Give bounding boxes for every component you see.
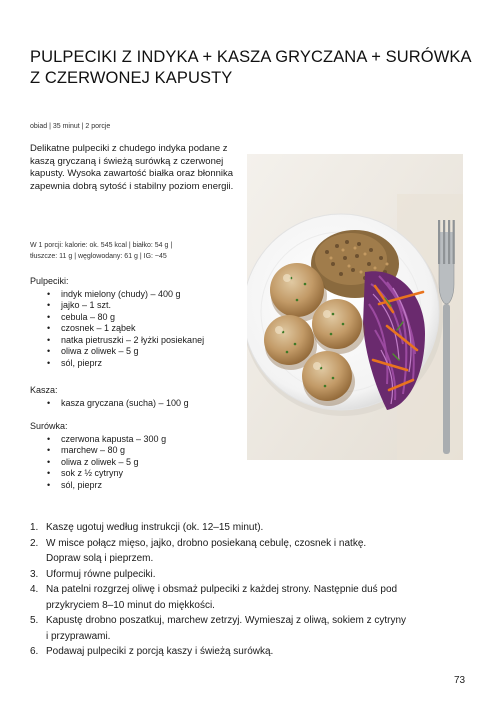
nutrition-info xyxy=(30,240,240,262)
ingredients-salad xyxy=(30,421,166,491)
step-number: 1. xyxy=(30,522,39,533)
nutrition-line-2: tłuszcze: 11 g | węglowodany: 61 g | IG: ~45 xyxy=(30,253,167,260)
ingredient-item: • natka pietruszki – 2 łyżki posiekanej xyxy=(47,335,204,347)
ingredient-item: • marchew – 80 g xyxy=(47,445,166,457)
step-text: Kaszę ugotuj według instrukcji (ok. 12–15 minut). xyxy=(46,522,264,533)
ingredient-item: • czosnek – 1 ząbek xyxy=(47,323,204,335)
ingredient-item: • sok z ½ cytryny xyxy=(47,468,166,480)
ingredient-item: • oliwa z oliwek – 5 g xyxy=(47,346,204,358)
step-item xyxy=(30,520,475,536)
step-text-continued: i przyprawami. xyxy=(46,630,111,642)
step-text: Podawaj pulpeciki z porcją kaszy i świeżą surówką. xyxy=(46,646,274,657)
step-number: 4. xyxy=(30,584,39,595)
step-text: W misce połącz mięso, jajko, drobno posiekaną cebulę, czosnek i natkę. xyxy=(46,537,367,549)
ingredient-item: • sól, pieprz xyxy=(47,358,204,370)
recipe-title-line-1: PULPECIKI Z INDYKA + KASZA GRYCZANA + SURÓWKA xyxy=(30,48,472,66)
nutrition-line-1: W 1 porcji: kalorie: ok. 545 kcal | białko: 54 g | xyxy=(30,242,173,249)
section-title-meatballs: Pulpeciki: xyxy=(30,276,69,286)
section-title-salad: Surówka: xyxy=(30,421,68,431)
step-item xyxy=(30,644,475,660)
step-item xyxy=(30,582,475,613)
ingredient-item: • jajko – 1 szt. xyxy=(47,300,204,312)
ingredient-item: • kasza gryczana (sucha) – 100 g xyxy=(47,398,189,410)
step-text: Kapustę drobno poszatkuj, marchew zetrzyj. Wymieszaj z oliwą, sokiem z cytryny xyxy=(46,615,407,626)
step-item xyxy=(30,613,475,644)
recipe-meta: obiad | 35 minut | 2 porcje xyxy=(30,123,111,130)
ingredients-meatballs xyxy=(30,276,204,369)
recipe-intro: Delikatne pulpeciki z chudego indyka podane z kaszą gryczaną i świeżą surówką z czerwonej kapusty. Wysoka zawartość białka oraz błonnika zapewnia dobrą sytość i stabilny poziom energii. xyxy=(30,143,234,192)
dish-photo xyxy=(247,154,463,460)
step-text-continued: przykryciem 8–10 minut do miękkości. xyxy=(46,599,215,611)
step-text: Na patelni rozgrzej oliwę i obsmaż pulpeciki z każdej strony. Następnie duś pod xyxy=(46,584,398,595)
ingredients-buckwheat xyxy=(30,385,189,409)
step-item xyxy=(30,536,475,567)
preparation-steps xyxy=(30,520,475,660)
step-number: 6. xyxy=(30,646,39,657)
step-number: 5. xyxy=(30,615,39,626)
step-number: 2. xyxy=(30,537,39,549)
step-text-continued: Dopraw solą i pieprzem. xyxy=(46,553,154,564)
ingredient-item: • czerwona kapusta – 300 g xyxy=(47,434,166,446)
step-number: 3. xyxy=(30,568,39,580)
section-title-buckwheat: Kasza: xyxy=(30,385,58,395)
ingredient-item: • cebula – 80 g xyxy=(47,312,204,324)
ingredient-item: • oliwa z oliwek – 5 g xyxy=(47,457,166,469)
step-text: Uformuj równe pulpeciki. xyxy=(46,568,156,580)
recipe-title-line-2: Z CZERWONEJ KAPUSTY xyxy=(30,69,233,87)
step-item xyxy=(30,567,475,583)
ingredient-item: • sól, pieprz xyxy=(47,480,166,492)
page-number: 73 xyxy=(454,675,466,686)
ingredient-item: • indyk mielony (chudy) – 400 g xyxy=(47,289,204,301)
recipe-title xyxy=(30,47,480,89)
